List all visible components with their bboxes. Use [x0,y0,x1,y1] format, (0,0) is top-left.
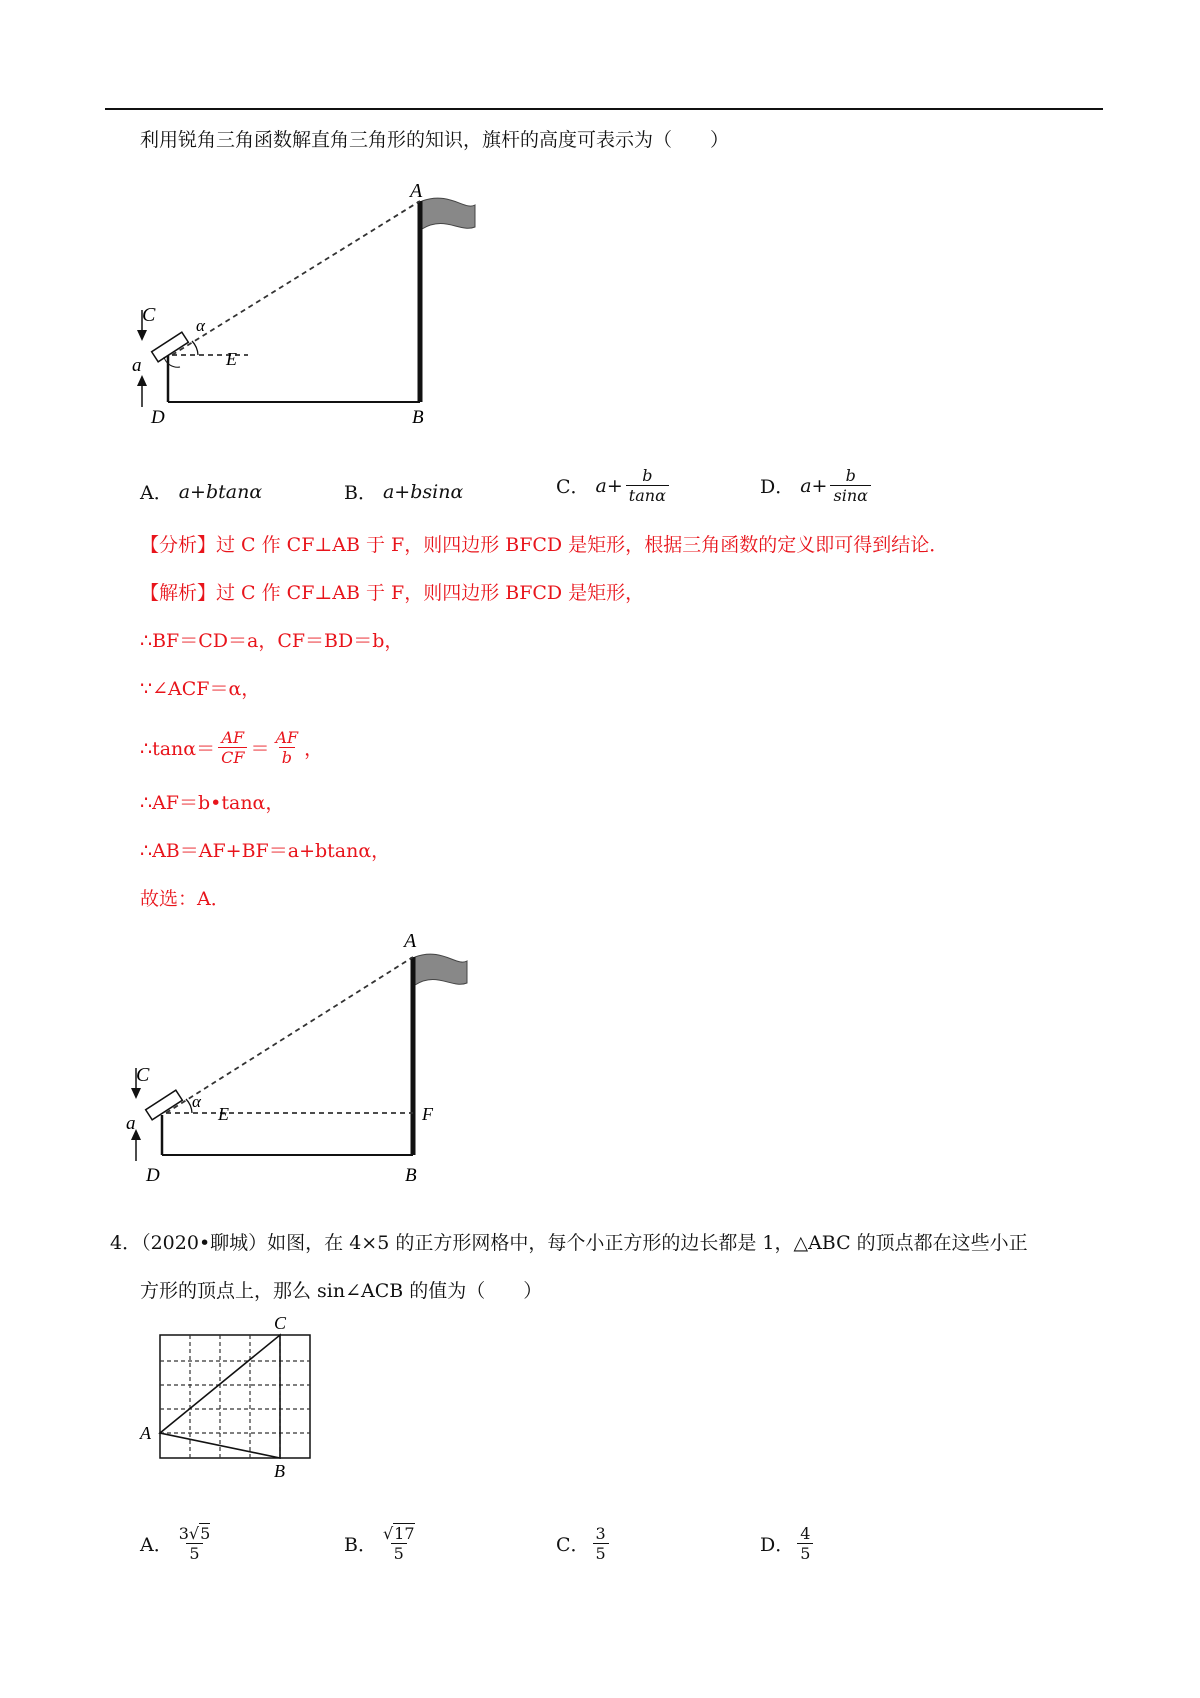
sight-line-CA [172,201,420,355]
label-F: F [422,1104,433,1124]
label-B: B [405,1165,417,1186]
q3-option-b[interactable]: B． a+bsinα [344,480,464,504]
q3-solution-intro: 【解析】过 C 作 CF⊥AB 于 F，则四边形 BFCD 是矩形， [140,582,645,604]
label-D: D [146,1165,160,1186]
flag-shape [422,198,475,229]
header-rule [105,108,1103,110]
theodolite-icon [146,1090,183,1120]
grid-lines [160,1335,310,1458]
grid-border [160,1335,310,1458]
label-alpha: α [192,1092,201,1111]
q3-step-3: ∴AF＝b•tanα， [140,792,285,814]
label-E: E [218,1104,229,1124]
sight-line-CA [166,957,413,1113]
label-a: a [126,1113,136,1134]
flag-shape [415,954,467,985]
label-D: D [151,407,165,428]
label-C: C [274,1313,287,1333]
q3-option-d[interactable]: D． a+ $\frac{b}{\sin\alpha}$ [760,466,874,505]
q3-analysis: 【分析】过 C 作 CF⊥AB 于 F，则四边形 BFCD 是矩形，根据三角函数的定义即可得到结论． [140,534,949,556]
label-alpha: α [196,316,205,335]
label-C: C [142,304,156,326]
label-E: E [226,349,237,369]
q3-answer: 故选：A． [140,888,230,910]
label-A: A [140,1423,151,1443]
label-a: a [132,355,142,376]
q3-step-1: ∴BF＝CD＝a，CF＝BD＝b， [140,630,404,652]
q3-option-a[interactable]: A． a+btanα [140,480,263,504]
q4-stem-line2: 方形的顶点上，那么 sin∠ACB 的值为（ ） [140,1280,543,1302]
label-A: A [410,180,423,202]
flagpole-figure-1 [130,175,490,445]
label-A: A [404,930,417,952]
q3-step-4: ∴AB＝AF+BF＝a+btanα， [140,840,391,862]
q3-step-2: ∵∠ACF＝α， [140,678,261,700]
q3-step-tan: ∴tanα＝ $\frac{AF}{CF}$ ＝ $\frac{AF}{b}$ ， [140,728,324,767]
triangle-abc [160,1335,280,1458]
q4-option-d[interactable]: D． $\frac{4}{5}$ [760,1524,816,1563]
q4-option-b[interactable]: B． $\frac{√17}{5}$ [344,1524,415,1563]
q4-option-c[interactable]: C． $\frac{3}{5}$ [556,1524,612,1563]
label-B: B [274,1461,285,1481]
q3-stem: 利用锐角三角函数解直角三角形的知识，旗杆的高度可表示为（ ） [140,129,730,151]
label-C: C [136,1064,150,1086]
q3-option-c[interactable]: C． a+ $\frac{b}{\tan\alpha}$ [556,466,672,505]
q4-option-a[interactable]: A． $\frac{3√5}{5}$ [140,1524,211,1563]
theodolite-icon [152,332,189,362]
label-B: B [412,407,424,428]
angle-arc [192,341,198,355]
grid-triangle-figure [135,1315,335,1480]
q4-stem-line1: 4．（2020•聊城）如图，在 4×5 的正方形网格中，每个小正方形的边长都是 1，△ABC 的顶点都在这些小正 [110,1232,1028,1254]
flagpole-figure-2 [126,925,490,1195]
